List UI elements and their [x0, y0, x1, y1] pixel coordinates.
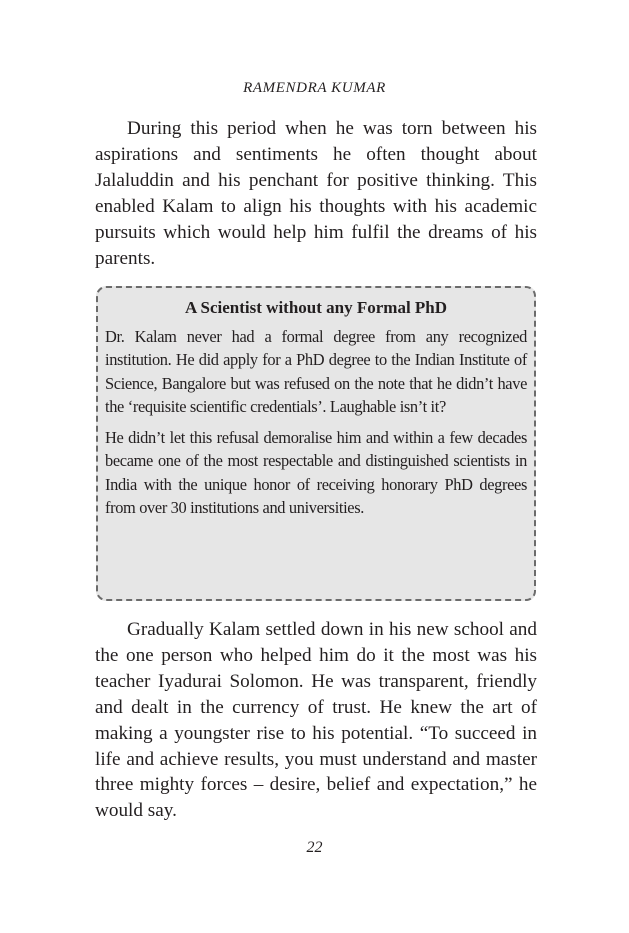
running-head: RAMENDRA KUMAR — [243, 80, 386, 96]
page-number: 22 — [306, 839, 323, 856]
sidebar-paragraph: He didn’t let this refusal demoralise him and within a few decades became one of the most respectable and distinguished scientists in India with the unique honor of receiving honorary PhD degrees from over 30 institutions and universities. — [105, 428, 527, 518]
sidebar-paragraph: Dr. Kalam never had a formal degree from any recognized institution. He did apply for a PhD degree to the Indian Institute of Science, Bangalore but was refused on the note that he didn’t have the ‘requisite scientific credentials’. Laughable isn’t it? — [105, 327, 527, 416]
body-paragraph: Gradually Kalam settled down in his new school and the one person who helped him do it the most was his teacher Iyadurai Solomon. He was transparent, friendly and dealt in the currency of trust. He knew the art of making a youngster rise to his potential. “To succeed in life and achieve results, you must understand and master three mighty forces – desire, belief and expectation,” he would say. — [95, 619, 537, 822]
body-paragraph: During this period when he was torn between his aspirations and sentiments he often thought about Jalaluddin and his penchant for positive thinking. This enabled Kalam to align his thoughts with his academic pursuits which would help him fulfil the dreams of his parents. — [95, 118, 537, 269]
sidebar-box — [96, 286, 536, 601]
sidebar-title: A Scientist without any Formal PhD — [184, 298, 448, 317]
